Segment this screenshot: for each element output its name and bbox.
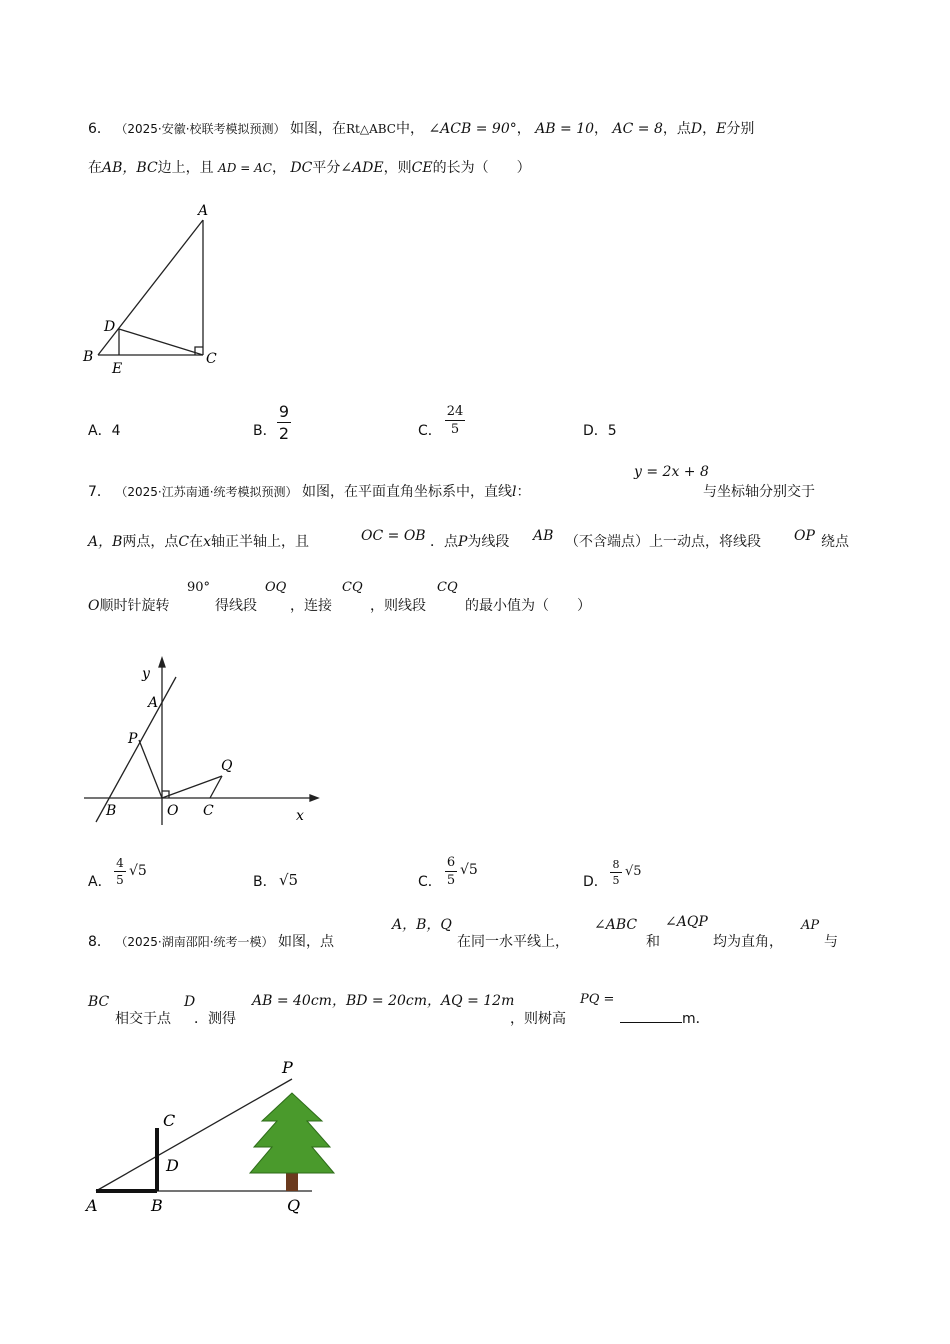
q6-triangle-figure bbox=[80, 195, 240, 380]
question-number: 6． bbox=[88, 121, 111, 137]
option-b[interactable]: B． bbox=[253, 423, 277, 439]
question-source: （2025·江苏南通·统考模拟预测） bbox=[115, 485, 298, 499]
option-a[interactable]: A．4 bbox=[88, 423, 121, 439]
sight-line-ap bbox=[96, 1079, 292, 1191]
line-l bbox=[96, 677, 176, 822]
label-e: E bbox=[112, 361, 123, 377]
segment-oq bbox=[162, 776, 222, 798]
tree-icon bbox=[250, 1093, 334, 1191]
answer-blank[interactable] bbox=[620, 1022, 682, 1023]
q7-line-3: O顺时针旋转 bbox=[88, 598, 170, 614]
measurements: AB = 40cm，BD = 20cm，AQ = 12m bbox=[252, 993, 515, 1009]
label-b: B bbox=[151, 1196, 163, 1215]
q7-coordinate-figure bbox=[82, 655, 322, 830]
label-b: B bbox=[106, 803, 117, 819]
option-c-fraction: 6 5 bbox=[446, 855, 456, 888]
q7-line-2: A，B两点，点C在x轴正半轴上，且 bbox=[88, 534, 310, 550]
answer-blank-row: m． bbox=[620, 1008, 710, 1028]
question-number: 7． bbox=[88, 484, 111, 500]
x-axis-arrow bbox=[310, 795, 318, 801]
q6-line-2: 在AB，BC边上，且 AD = AC， DC平分∠ADE，则CE的长为（ ） bbox=[88, 160, 531, 176]
option-c[interactable]: C． bbox=[418, 874, 442, 890]
q8-tree-figure bbox=[82, 1055, 342, 1220]
label-q: Q bbox=[287, 1196, 301, 1215]
line-equation: y = 2x + 8 bbox=[634, 464, 709, 480]
label-c: C bbox=[203, 803, 214, 819]
option-d[interactable]: D．5 bbox=[583, 423, 617, 439]
segment-dc bbox=[119, 329, 203, 355]
label-a: A bbox=[86, 1196, 98, 1215]
option-d-fraction: 8 5 bbox=[610, 858, 622, 887]
label-d: D bbox=[104, 319, 116, 335]
label-x: x bbox=[296, 808, 304, 824]
option-d[interactable]: D． bbox=[583, 874, 608, 890]
q8-line-1: 8． （2025·湖南邵阳·统考一模） 如图，点 bbox=[88, 934, 334, 950]
label-a: A bbox=[148, 695, 159, 711]
label-b: B bbox=[83, 349, 94, 365]
option-a[interactable]: A． bbox=[88, 874, 112, 890]
label-q: Q bbox=[221, 758, 233, 774]
q6-line-1: 6． （2025·安徽·校联考模拟预测） 如图，在Rt△ABC中， ∠ACB = 90°， AB = 10， AC = 8，点D，E分别 bbox=[88, 121, 755, 137]
label-p: P bbox=[128, 731, 138, 747]
question-source: （2025·湖南邵阳·统考一模） bbox=[115, 935, 274, 949]
label-c: C bbox=[163, 1111, 176, 1130]
segment-op bbox=[139, 740, 162, 798]
label-o: O bbox=[167, 803, 179, 819]
option-c[interactable]: C． bbox=[418, 423, 442, 439]
y-axis-arrow bbox=[159, 658, 165, 667]
question-source: （2025·安徽·校联考模拟预测） bbox=[115, 122, 286, 136]
label-c: C bbox=[206, 351, 217, 367]
label-d: D bbox=[166, 1156, 179, 1175]
angle-acb: ∠ACB = 90° bbox=[428, 121, 517, 137]
label-a: A bbox=[198, 203, 209, 219]
option-c-fraction: 24 5 bbox=[446, 404, 464, 437]
option-b-fraction: 9 2 bbox=[278, 402, 290, 443]
q7-line-1: 7． （2025·江苏南通·统考模拟预测） 如图，在平面直角坐标系中，直线l： bbox=[88, 484, 531, 500]
label-p: P bbox=[282, 1058, 293, 1077]
label-y: y bbox=[142, 666, 150, 682]
question-number: 8． bbox=[88, 934, 111, 950]
option-a-fraction: 4 5 bbox=[114, 856, 126, 887]
option-b[interactable]: B． bbox=[253, 874, 277, 890]
